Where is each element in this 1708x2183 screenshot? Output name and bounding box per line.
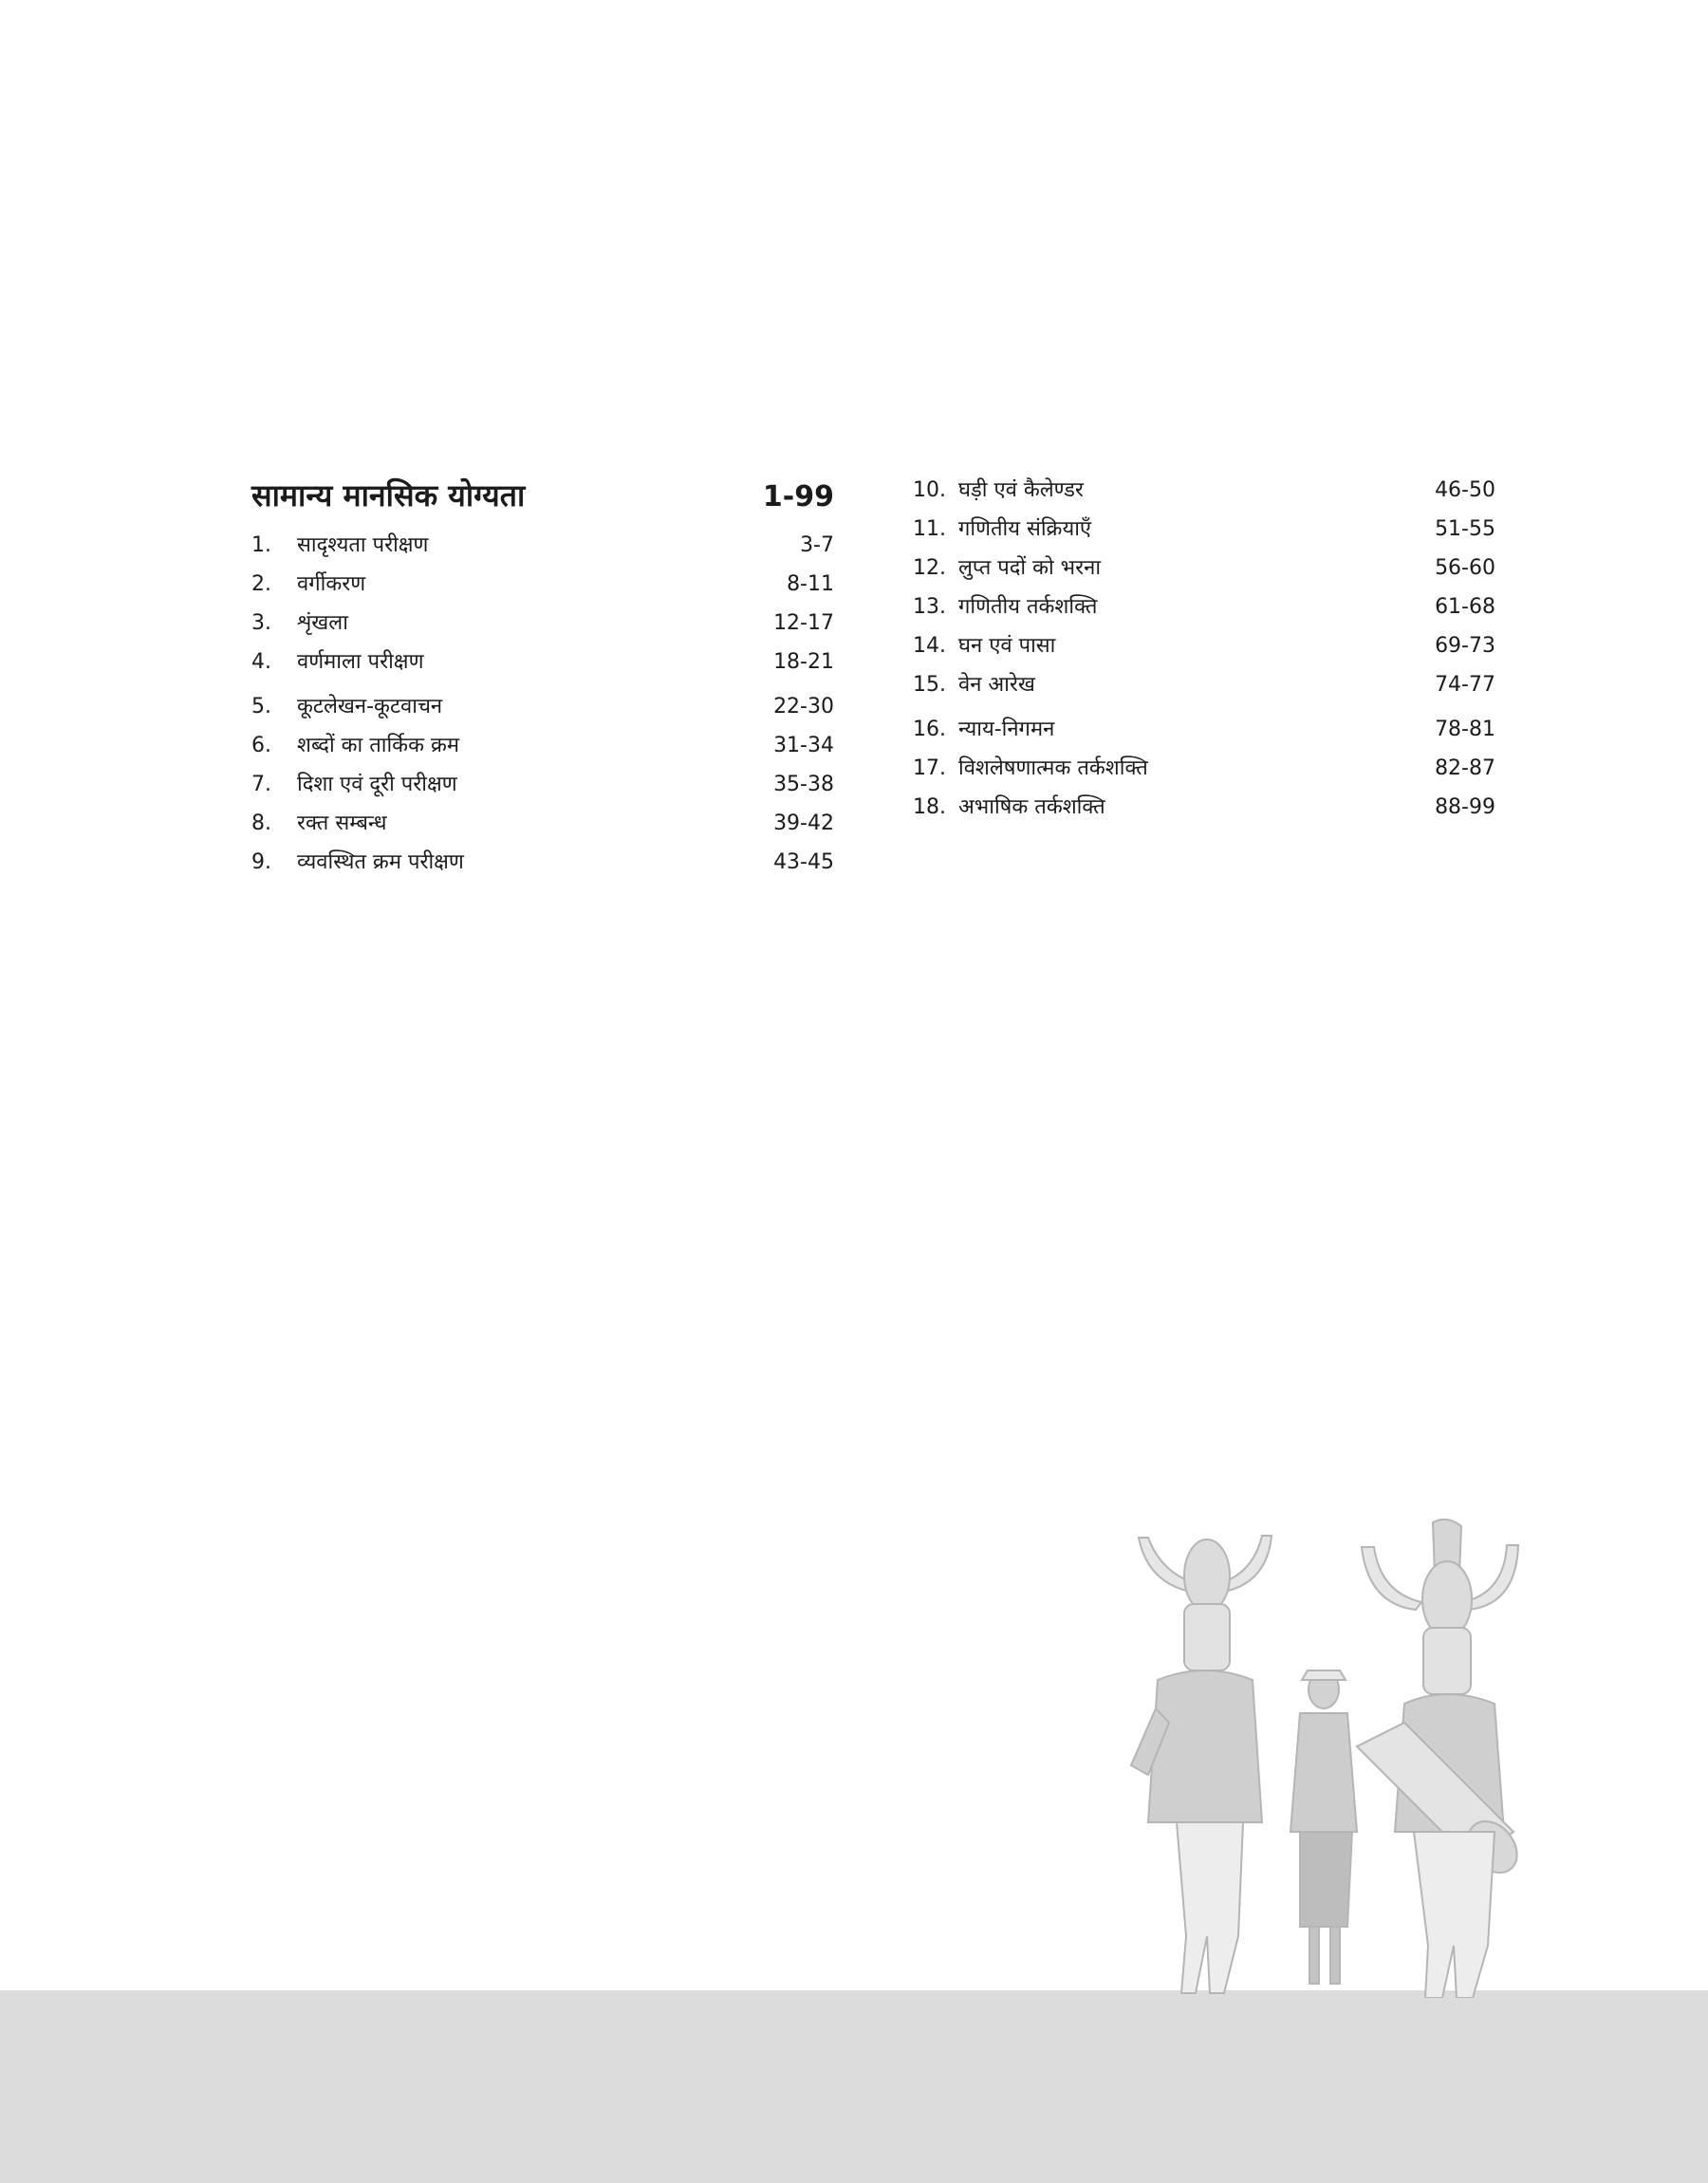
toc-entry[interactable] — [251, 607, 834, 646]
tribal-dancers-illustration — [1120, 1519, 1566, 1998]
toc-entry[interactable] — [913, 552, 1495, 591]
entry-number: 13. — [913, 595, 946, 619]
entry-title: वर्णमाला परीक्षण — [297, 650, 424, 674]
toc-entry[interactable] — [913, 753, 1495, 792]
entry-number: 3. — [251, 611, 271, 635]
entry-pages: 3-7 — [800, 533, 834, 557]
entry-title: सादृश्यता परीक्षण — [297, 533, 429, 557]
toc-entry[interactable] — [913, 669, 1495, 708]
entry-title: गणितीय संक्रियाएँ — [958, 517, 1092, 541]
entry-number: 16. — [913, 718, 946, 741]
toc-entry[interactable] — [251, 691, 834, 730]
toc-entry[interactable] — [913, 475, 1495, 513]
entry-pages: 74-77 — [1435, 673, 1495, 697]
entry-title: कूटलेखन-कूटवाचन — [297, 695, 443, 718]
toc-entry[interactable] — [913, 630, 1495, 669]
entry-title: न्याय-निगमन — [958, 718, 1055, 741]
entry-title: घड़ी एवं कैलेण्डर — [958, 478, 1084, 502]
toc-entry[interactable] — [913, 792, 1495, 830]
entry-title: रक्त सम्बन्ध — [297, 812, 387, 835]
entry-pages: 88-99 — [1435, 795, 1495, 819]
toc-entry[interactable] — [251, 530, 834, 569]
entry-title: दिशा एवं दूरी परीक्षण — [297, 773, 457, 796]
section-page-range: 1-99 — [762, 480, 834, 513]
entry-pages: 56-60 — [1435, 556, 1495, 580]
entry-pages: 46-50 — [1435, 478, 1495, 502]
toc-entry[interactable] — [251, 769, 834, 808]
entry-number: 11. — [913, 517, 946, 541]
toc-entry[interactable] — [913, 714, 1495, 753]
footer-band — [0, 1990, 1708, 2183]
entry-title: लुप्त पदों को भरना — [958, 556, 1102, 580]
entry-pages: 12-17 — [773, 611, 834, 635]
entry-number: 9. — [251, 850, 271, 874]
toc-entry[interactable] — [251, 569, 834, 607]
entry-pages: 78-81 — [1435, 718, 1495, 741]
toc-entry[interactable] — [251, 730, 834, 769]
entry-number: 17. — [913, 756, 946, 780]
entry-number: 4. — [251, 650, 271, 674]
toc-entry[interactable] — [251, 646, 834, 685]
toc-entry[interactable] — [913, 591, 1495, 630]
toc-entry[interactable] — [251, 847, 834, 886]
entry-title: वर्गीकरण — [297, 572, 366, 596]
entry-pages: 35-38 — [773, 773, 834, 796]
entry-number: 8. — [251, 812, 271, 835]
entry-number: 7. — [251, 773, 271, 796]
entry-number: 10. — [913, 478, 946, 502]
toc-entry[interactable] — [913, 513, 1495, 552]
entry-number: 1. — [251, 533, 271, 557]
entry-number: 18. — [913, 795, 946, 819]
entry-pages: 61-68 — [1435, 595, 1495, 619]
toc-entry[interactable] — [251, 808, 834, 847]
toc-right-column — [913, 475, 1495, 830]
entry-title: विशलेषणात्मक तर्कशक्ति — [958, 756, 1148, 780]
entry-pages: 82-87 — [1435, 756, 1495, 780]
entry-number: 5. — [251, 695, 271, 718]
entry-title: गणितीय तर्कशक्ति — [958, 595, 1098, 619]
entry-pages: 51-55 — [1435, 517, 1495, 541]
entry-title: व्यवस्थित क्रम परीक्षण — [297, 850, 464, 874]
entry-pages: 18-21 — [773, 650, 834, 674]
entry-title: घन एवं पासा — [958, 634, 1056, 658]
entry-title: शब्दों का तार्किक क्रम — [297, 734, 460, 757]
entry-pages: 39-42 — [773, 812, 834, 835]
entry-number: 12. — [913, 556, 946, 580]
entry-number: 6. — [251, 734, 271, 757]
entry-pages: 8-11 — [787, 572, 834, 596]
entry-pages: 22-30 — [773, 695, 834, 718]
entry-pages: 43-45 — [773, 850, 834, 874]
toc-left-column — [251, 475, 834, 886]
entry-number: 14. — [913, 634, 946, 658]
entry-pages: 31-34 — [773, 734, 834, 757]
entry-number: 2. — [251, 572, 271, 596]
section-title: सामान्य मानसिक योग्यता — [251, 477, 526, 513]
entry-title: वेन आरेख — [958, 673, 1035, 697]
entry-number: 15. — [913, 673, 946, 697]
entry-pages: 69-73 — [1435, 634, 1495, 658]
entry-title: शृंखला — [297, 611, 348, 635]
toc-section-heading — [251, 475, 834, 530]
entry-title: अभाषिक तर्कशक्ति — [958, 795, 1105, 819]
